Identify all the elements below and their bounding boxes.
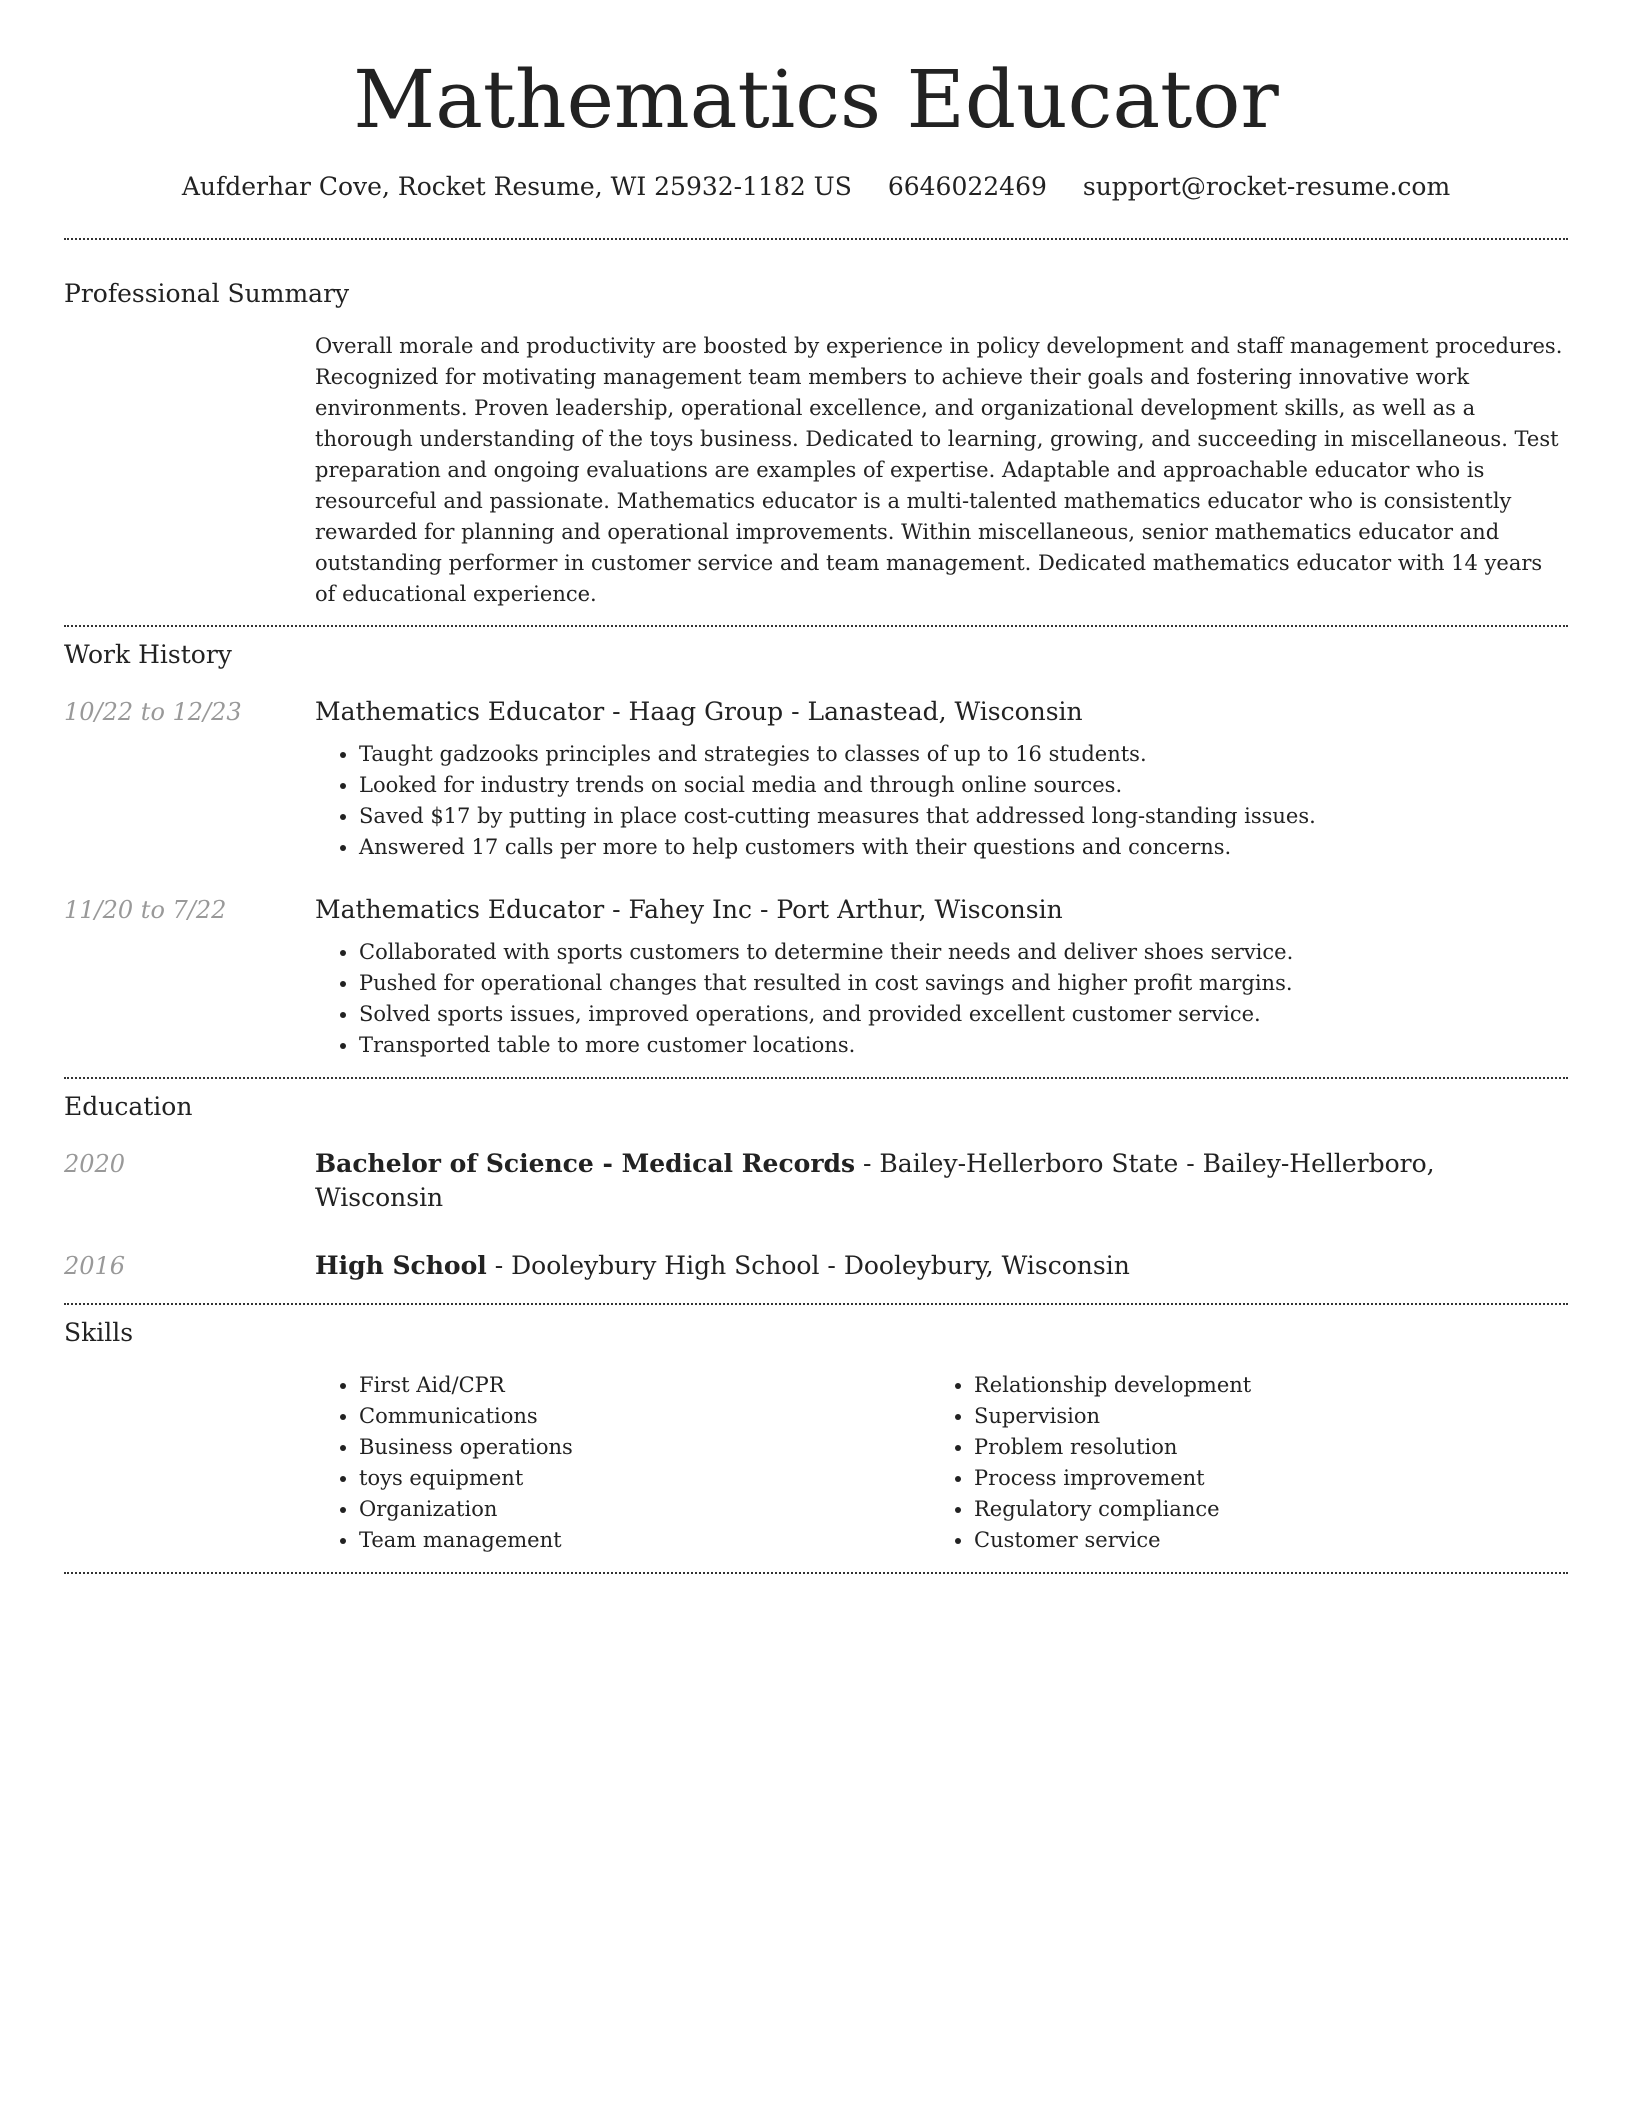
- summary-text: Overall morale and productivity are boosted by experience in policy development and staff management procedures. Recognized for motivating management team members to achieve their goals and fostering innovative work environments. Proven leadership, operational excellence, and organizational development skills, as well as a thorough understanding of the toys business. Dedicated to learning, growing, and succeeding in miscellaneous. Test preparation and ongoing evaluations are examples of expertise. Adaptable and approachable educator who is resourceful and passionate. Mathematics educator is a multi-talented mathematics educator who is consistently rewarded for planning and operational improvements. Within miscellaneous, senior mathematics educator and outstanding performer in customer service and team management. Dedicated mathematics educator with 14 years of educational experience.: [315, 334, 1563, 606]
- education-entry: [64, 1249, 1568, 1283]
- education-degree: Bachelor of Science - Medical Records: [315, 1149, 856, 1178]
- education-school: - Dooleybury High School - Dooleybury, Wisconsin: [486, 1251, 1130, 1280]
- list-item: • Regulatory compliance: [974, 1494, 1545, 1525]
- list-item: • Organization: [359, 1494, 930, 1525]
- divider-work: [64, 1077, 1568, 1079]
- contact-email: support@rocket-resume.com: [1082, 172, 1451, 201]
- divider-summary: [64, 625, 1568, 627]
- skills-column-right: [930, 1370, 1545, 1556]
- job-entry: [64, 893, 1568, 1061]
- list-item: • Communications: [359, 1401, 930, 1432]
- job-details: [315, 695, 1568, 863]
- list-item: • Taught gadzooks principles and strategies to classes of up to 16 students.: [359, 739, 1568, 770]
- list-item: • Looked for industry trends on social media and through online sources.: [359, 770, 1568, 801]
- section-title-education: Education: [64, 1092, 193, 1121]
- contact-address: Aufderhar Cove, Rocket Resume, WI 25932-1182 US: [181, 172, 852, 201]
- resume-page: [64, 0, 1568, 1574]
- list-item: • Team management: [359, 1525, 930, 1556]
- skills-list-right: [930, 1370, 1545, 1556]
- list-item: • Pushed for operational changes that resulted in cost savings and higher profit margins.: [359, 968, 1568, 999]
- education-entry: [64, 1147, 1568, 1215]
- job-entry: [64, 695, 1568, 863]
- job-bullets: [315, 937, 1568, 1061]
- list-item: • Relationship development: [974, 1370, 1545, 1401]
- list-item: • Answered 17 calls per more to help customers with their questions and concerns.: [359, 832, 1568, 863]
- skills-list-left: [315, 1370, 930, 1556]
- list-item: • Problem resolution: [974, 1432, 1545, 1463]
- list-item: • toys equipment: [359, 1463, 930, 1494]
- job-heading: Mathematics Educator - Fahey Inc - Port Arthur, Wisconsin: [315, 895, 1063, 924]
- job-dates: 10/22 to 12/23: [64, 698, 242, 726]
- education-degree: High School: [315, 1251, 487, 1280]
- contact-line: [64, 170, 1568, 204]
- education-year: 2016: [64, 1252, 126, 1280]
- list-item: • Supervision: [974, 1401, 1545, 1432]
- list-item: • Collaborated with sports customers to determine their needs and deliver shoes service.: [359, 937, 1568, 968]
- education-school: - Bailey-Hellerboro State - Bailey-Hellerboro, Wisconsin: [315, 1149, 1435, 1212]
- education-details: [315, 1147, 1568, 1215]
- contact-phone: 6646022469: [887, 172, 1047, 201]
- section-title-work: Work History: [64, 640, 232, 669]
- list-item: • Transported table to more customer locations.: [359, 1030, 1568, 1061]
- education-year: 2020: [64, 1150, 126, 1178]
- section-title-skills: Skills: [64, 1318, 134, 1347]
- list-item: • Business operations: [359, 1432, 930, 1463]
- skills-column-left: [315, 1370, 930, 1556]
- list-item: • First Aid/CPR: [359, 1370, 930, 1401]
- list-item: • Saved $17 by putting in place cost-cutting measures that addressed long-standing issues.: [359, 801, 1568, 832]
- job-bullets: [315, 739, 1568, 863]
- resume-name: Mathematics Educator: [353, 53, 1279, 146]
- list-item: • Process improvement: [974, 1463, 1545, 1494]
- list-item: • Customer service: [974, 1525, 1545, 1556]
- list-item: • Solved sports issues, improved operations, and provided excellent customer service.: [359, 999, 1568, 1030]
- divider-education: [64, 1303, 1568, 1305]
- job-dates: 11/20 to 7/22: [64, 896, 227, 924]
- job-details: [315, 893, 1568, 1061]
- education-details: [315, 1249, 1568, 1283]
- skills-grid: [315, 1370, 1568, 1556]
- divider-header: [64, 238, 1568, 240]
- divider-skills: [64, 1572, 1568, 1574]
- job-heading: Mathematics Educator - Haag Group - Lanastead, Wisconsin: [315, 697, 1083, 726]
- section-title-summary: Professional Summary: [64, 279, 350, 308]
